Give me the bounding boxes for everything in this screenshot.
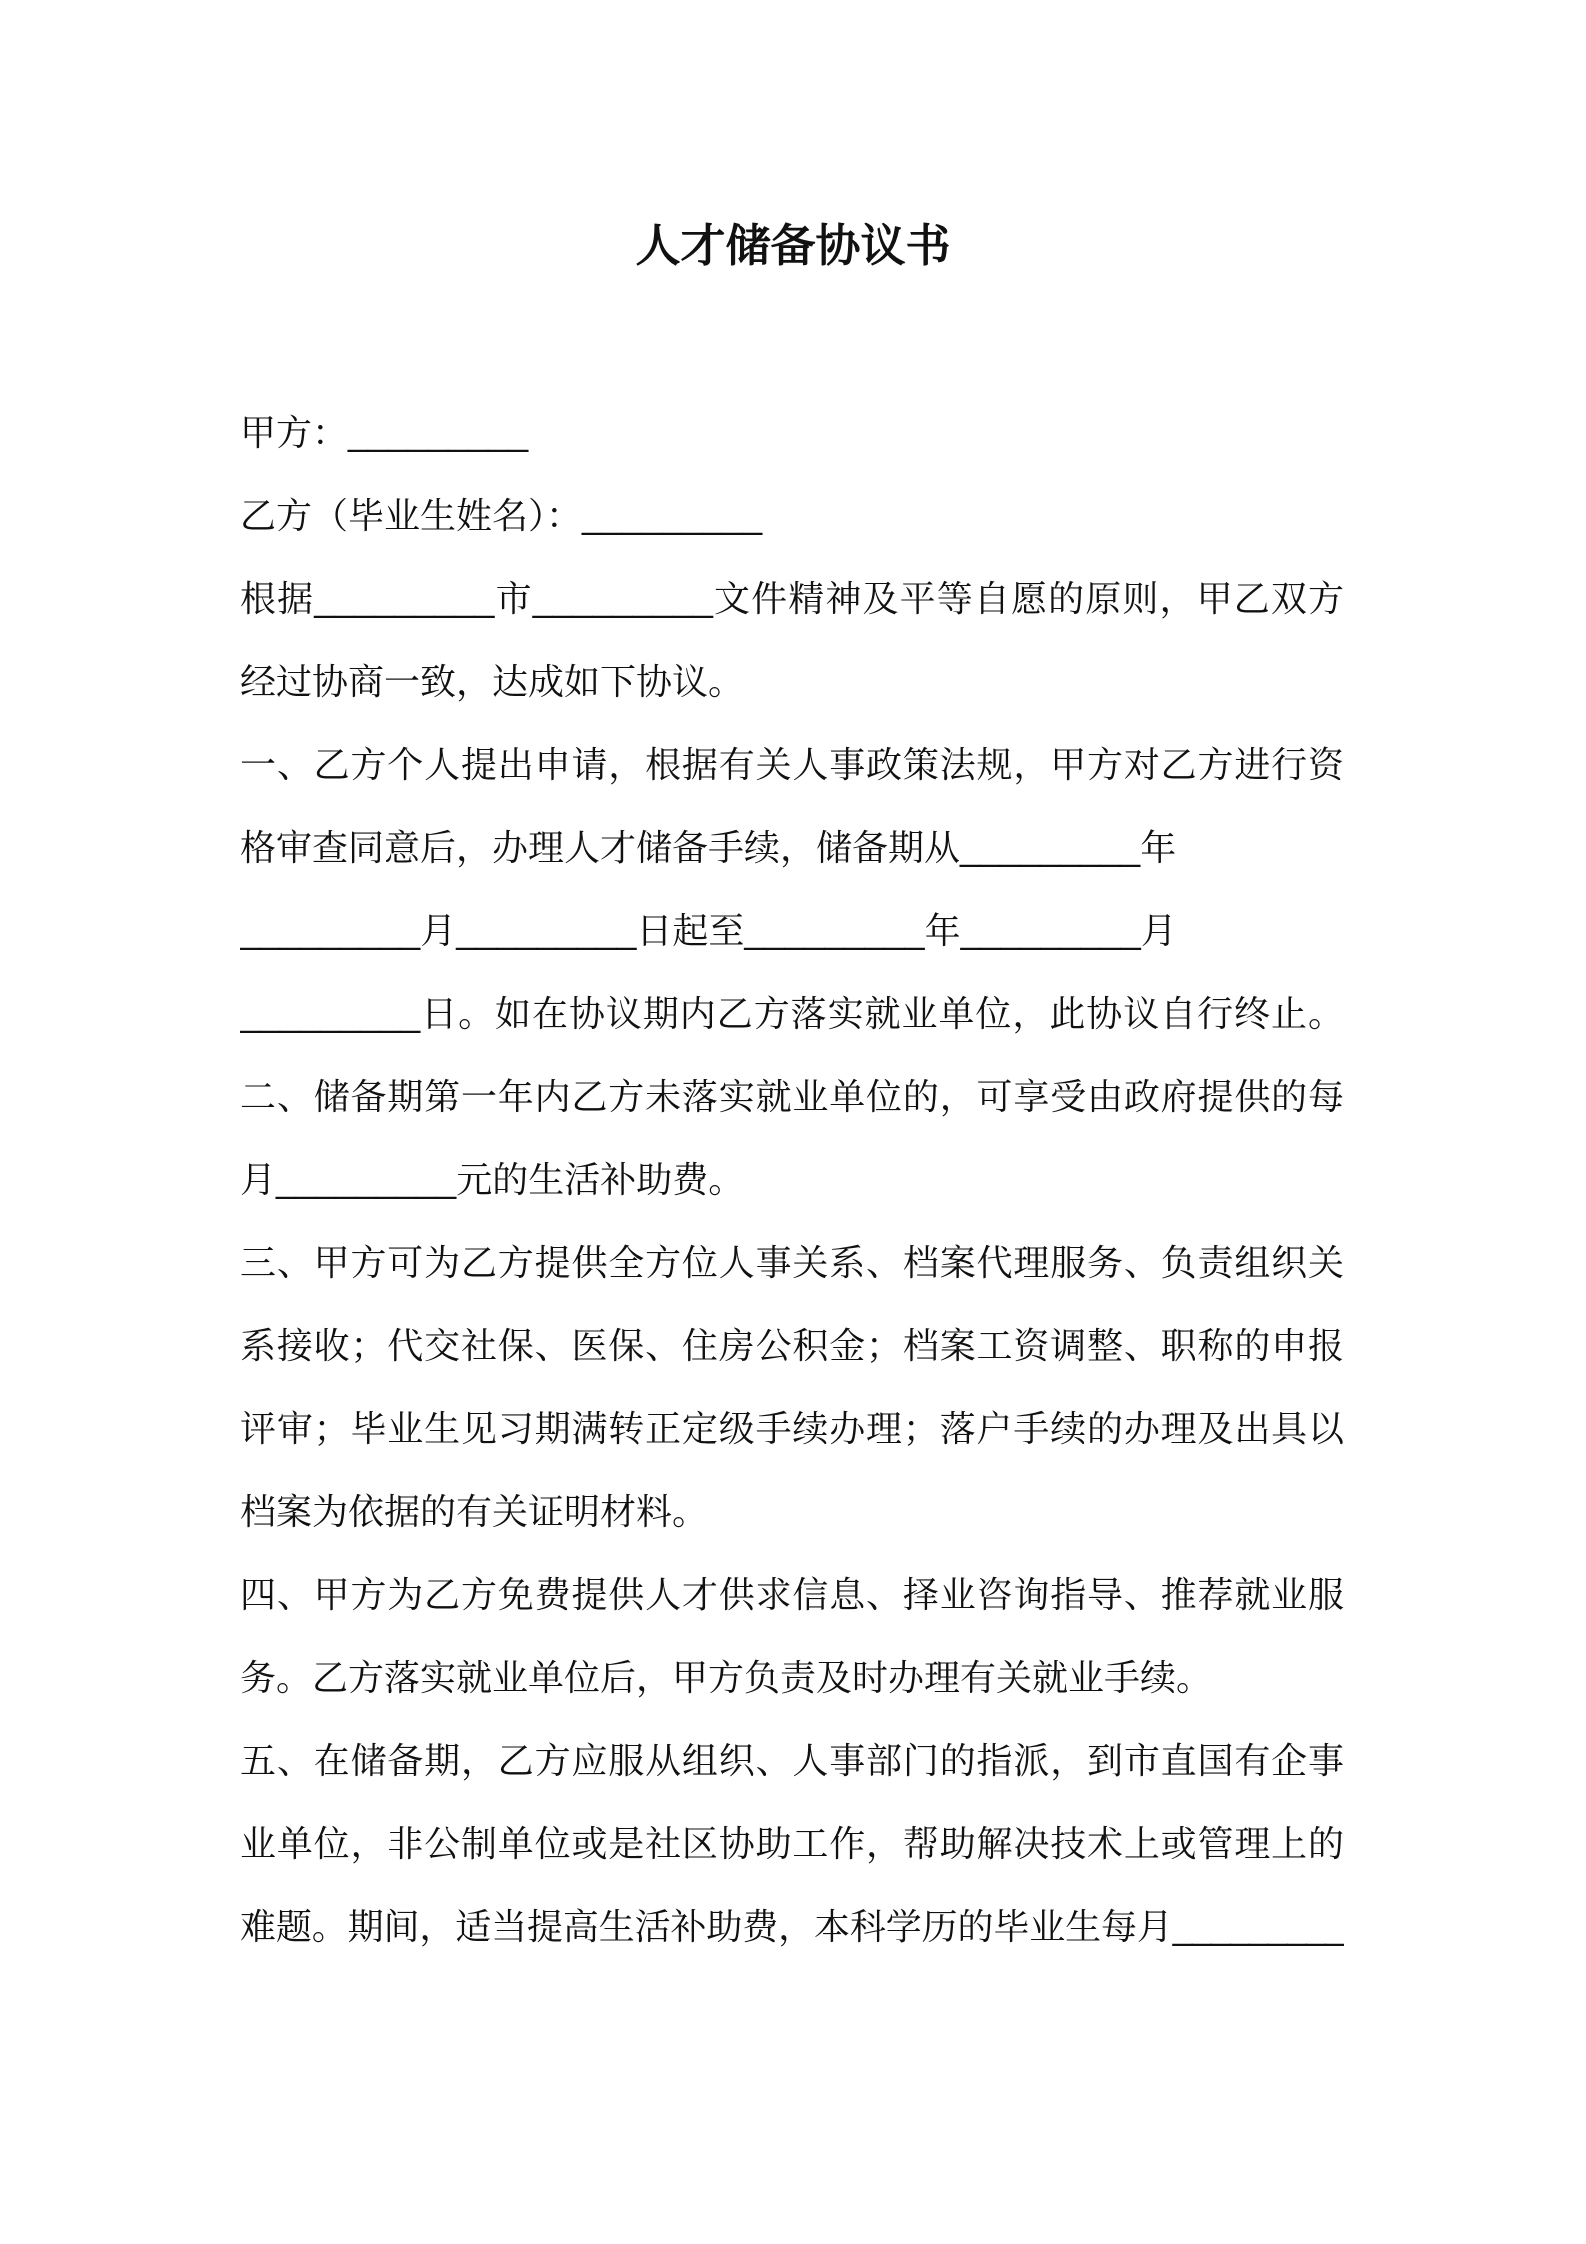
clause-4-line-1: 四、甲方为乙方免费提供人才供求信息、择业咨询指导、推荐就业服 (240, 1574, 1344, 1615)
document-title: 人才储备协议书 (635, 220, 951, 271)
clause-2-line-2: 月_________元的生活补助费。 (240, 1159, 745, 1200)
party-b-line: 乙方（毕业生姓名）：_________ (240, 495, 763, 536)
clause-3-line-3: 评审；毕业生见习期满转正定级手续办理；落户手续的办理及出具以 (240, 1408, 1344, 1449)
clause-4-line-2: 务。乙方落实就业单位后，甲方负责及时办理有关就业手续。 (240, 1657, 1213, 1698)
clause-5-line-1: 五、在储备期，乙方应服从组织、人事部门的指派，到市直国有企事 (240, 1740, 1344, 1781)
clause-1-line-4: _________日。如在协议期内乙方落实就业单位，此协议自行终止。 (240, 993, 1344, 1034)
preamble-line-1: 根据_________市_________文件精神及平等自愿的原则，甲乙双方 (240, 578, 1344, 619)
clause-3-line-1: 三、甲方可为乙方提供全方位人事关系、档案代理服务、负责组织关 (240, 1242, 1344, 1283)
document-body (240, 391, 1344, 1968)
preamble-line-2: 经过协商一致，达成如下协议。 (240, 661, 745, 702)
clause-3-line-2: 系接收；代交社保、医保、住房公积金；档案工资调整、职称的申报 (240, 1325, 1344, 1366)
clause-1-line-1: 一、乙方个人提出申请，根据有关人事政策法规，甲方对乙方进行资 (240, 744, 1344, 785)
clause-3-line-4: 档案为依据的有关证明材料。 (240, 1491, 709, 1532)
clause-5-line-3: 难题。期间，适当提高生活补助费，本科学历的毕业生每月_________ (240, 1906, 1344, 1947)
clause-5-line-2: 业单位，非公制单位或是社区协助工作，帮助解决技术上或管理上的 (240, 1823, 1344, 1864)
clause-1-line-3: _________月_________日起至_________年_________月 (240, 910, 1177, 951)
party-a-line: 甲方：_________ (240, 412, 529, 453)
clause-1-line-2: 格审查同意后，办理人才储备手续，储备期从_________年 (240, 827, 1177, 868)
clause-2-line-1: 二、储备期第一年内乙方未落实就业单位的，可享受由政府提供的每 (240, 1076, 1344, 1117)
